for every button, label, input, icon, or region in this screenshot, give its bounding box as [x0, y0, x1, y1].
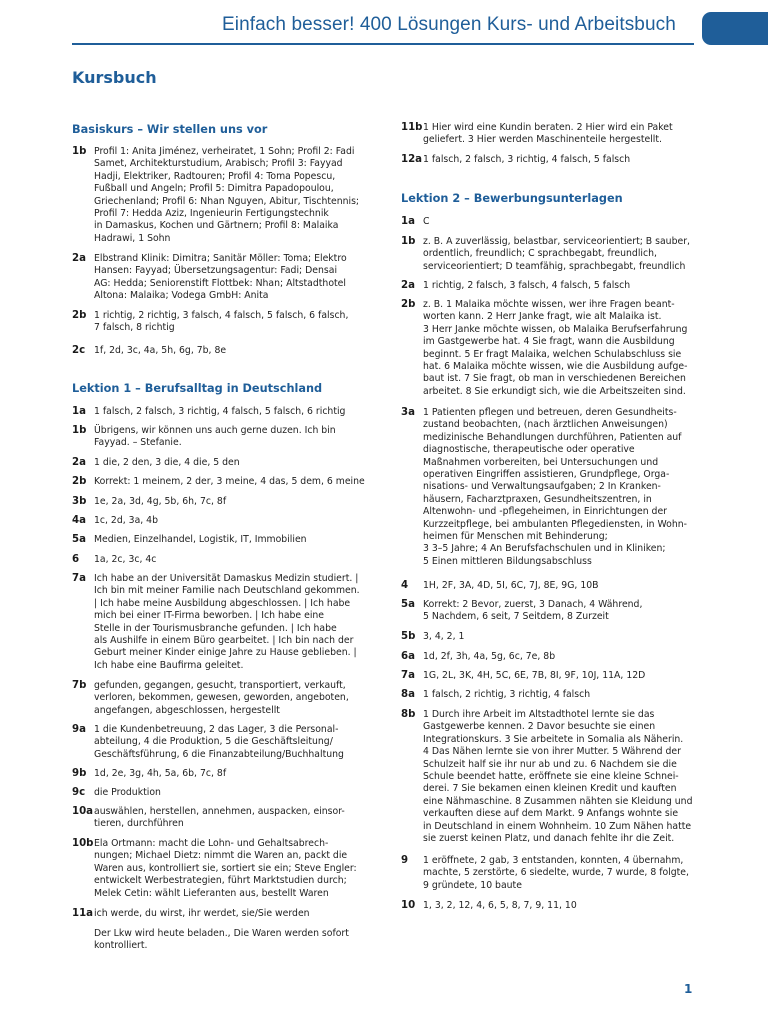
- answer-text: Der Lkw wird heute beladen., Die Waren werden sofort kontrolliert.: [94, 928, 349, 952]
- answer-entry: [401, 670, 701, 682]
- exercise-number: 2a: [72, 253, 86, 264]
- answer-text: 1 Patienten pflegen und betreuen, deren Gesundheits- zustand beobachten, (nach ärztlichen Anweisungen) medizinische Behandlungen durchführen, Patienten auf diagnostische, therapeutische oder operative Maßnahmen vorbereiten, bei Untersuchungen und operativen Eingriffen assistieren, Grundpflege, Orga- nisations- und Verwaltungsaufgaben; 2 In Kranken- häusern, Facharztpraxen, Gesundheitszentren, in Altenwohn- und -pflegeheimen, in Einrichtungen der Kurzzeitpflege, bei ambulanten Pflegediensten, in Wohn- heimen für Menschen mit Behinderung; 3 3–5 Jahre; 4 An Berufsfachschulen und in Kliniken; 5 Einen mittleren Bildungsabschluss: [423, 407, 687, 567]
- lektion1-heading: Lektion 1 – Berufsalltag in Deutschland: [72, 382, 323, 395]
- answer-text: 1 die, 2 den, 3 die, 4 die, 5 den: [94, 457, 240, 468]
- answer-text: gefunden, gegangen, gesucht, transportiert, verkauft, verloren, bekommen, gewesen, geworden, angeboten, angefangen, abgeschlossen, hergestellt: [94, 680, 349, 716]
- answer-entry: [72, 806, 372, 831]
- exercise-number: 9a: [72, 724, 86, 735]
- answer-text: 1 falsch, 2 falsch, 3 richtig, 4 falsch, 5 falsch, 6 richtig: [94, 406, 346, 417]
- answer-entry: [72, 146, 372, 245]
- answer-text: z. B. 1 Malaika möchte wissen, wer ihre Fragen beant- worten kann. 2 Herr Janke fragt, wie alt Malaika ist. 3 Herr Janke möchte wissen, ob Malaika Berufserfahrung im Gastgewerbe hat. 4 Sie fragt, wann die Ausbildung beginnt. 5 Er fragt Malaika, welchen Schulabschluss sie hat. 6 Malaika möchte wissen, wie die Ausbildung aufge- baut ist. 7 Sie fragt, ob man in verschiedenen Bereichen arbeitet. 8 Sie erkundigt sich, wie die Arbeitszeiten sind.: [423, 299, 688, 397]
- answer-entry: [72, 496, 372, 508]
- exercise-number: 10a: [72, 806, 94, 817]
- exercise-number: 6a: [401, 651, 415, 662]
- answer-text: 1e, 2a, 3d, 4g, 5b, 6h, 7c, 8f: [94, 496, 227, 507]
- exercise-number: 11b: [401, 122, 423, 133]
- basiskurs-heading: Basiskurs – Wir stellen uns vor: [72, 123, 268, 136]
- answer-text: 1 falsch, 2 falsch, 3 richtig, 4 falsch, 5 falsch: [423, 154, 631, 165]
- answer-entry: [72, 573, 372, 672]
- exercise-number: 3a: [401, 407, 415, 418]
- exercise-number: 2a: [401, 280, 415, 291]
- exercise-number: 1a: [401, 216, 415, 227]
- answer-entry: [72, 253, 372, 303]
- answer-entry: [72, 838, 372, 900]
- answer-entry: [72, 476, 372, 488]
- exercise-number: 9c: [72, 787, 86, 798]
- answer-entry: [401, 689, 701, 701]
- exercise-number: 5a: [72, 534, 86, 545]
- answer-entry: [401, 709, 701, 845]
- answer-text: Profil 1: Anita Jiménez, verheiratet, 1 Sohn; Profil 2: Fadi Samet, Architekturstudium, Arabisch; Profil 3: Fayyad Hadji, Elektriker, Radtouren; Profil 4: Toma Popescu, Fußball und Angeln; Profil 5: Dimitra Papadopoulou, Griechenland; Profil 6: Nhan Nguyen, Abitur, Tischtennis; Profil 7: Hedda Aziz, Ingenieurin Fertigungstechnik in Damaskus, Kochen und Gärtnern; Profil 8: Malaika Hadrawi, 1 Sohn: [94, 146, 360, 244]
- answer-entry: [72, 554, 372, 566]
- answer-entry: [401, 855, 701, 892]
- answer-entry: [72, 928, 372, 953]
- exercise-number: 10: [401, 900, 416, 911]
- answer-entry: [401, 122, 701, 147]
- answer-text: 1H, 2F, 3A, 4D, 5I, 6C, 7J, 8E, 9G, 10B: [423, 580, 599, 591]
- exercise-number: 1b: [72, 146, 87, 157]
- exercise-number: 2b: [401, 299, 416, 310]
- answer-entry: [401, 236, 701, 273]
- header-title: Einfach besser! 400 Lösungen Kurs- und Arbeitsbuch: [222, 14, 676, 35]
- answer-text: 1f, 2d, 3c, 4a, 5h, 6g, 7b, 8e: [94, 345, 227, 356]
- answer-entry: [401, 900, 701, 912]
- answer-text: 1c, 2d, 3a, 4b: [94, 515, 159, 526]
- exercise-number: 7a: [72, 573, 86, 584]
- answer-entry: [72, 534, 372, 546]
- answer-entry: [72, 515, 372, 527]
- answer-text: z. B. A zuverlässig, belastbar, serviceorientiert; B sauber, ordentlich, freundlich; C sprachbegabt, freundlich, serviceorientiert; D teamfähig, sprachbegabt, freundlich: [423, 236, 690, 272]
- answer-entry: [72, 457, 372, 469]
- answer-entry: [401, 651, 701, 663]
- exercise-number: 1b: [72, 425, 87, 436]
- answer-entry: [401, 280, 701, 292]
- answer-entry: [401, 631, 701, 643]
- answer-text: Medien, Einzelhandel, Logistik, IT, Immobilien: [94, 534, 307, 545]
- answer-text: 3, 4, 2, 1: [423, 631, 465, 642]
- answer-entry: [72, 724, 372, 761]
- exercise-number: 3b: [72, 496, 87, 507]
- section-title: Kursbuch: [72, 68, 157, 87]
- exercise-number: 11a: [72, 908, 94, 919]
- answer-text: 1G, 2L, 3K, 4H, 5C, 6E, 7B, 8I, 9F, 10J, 11A, 12D: [423, 670, 646, 681]
- answer-entry: [401, 599, 701, 624]
- exercise-number: 6: [72, 554, 80, 565]
- exercise-number: 2a: [72, 457, 86, 468]
- answer-text: 1, 3, 2, 12, 4, 6, 5, 8, 7, 9, 11, 10: [423, 900, 577, 911]
- exercise-number: 9: [401, 855, 409, 866]
- answer-entry: [72, 310, 372, 335]
- answer-text: C: [423, 216, 430, 227]
- answer-text: Elbstrand Klinik: Dimitra; Sanitär Möller: Toma; Elektro Hansen: Fayyad; Übersetzungsagentur: Fadi; Densai AG: Hedda; Seniorenstift Flottbek: Nhan; Altstadthotel Altona: Malaika; Vodega GmbH: Anita: [94, 253, 347, 302]
- exercise-number: 1a: [72, 406, 86, 417]
- exercise-number: 2c: [72, 345, 86, 356]
- answer-entry: [72, 787, 372, 799]
- exercise-number: 5a: [401, 599, 415, 610]
- answer-text: 1d, 2f, 3h, 4a, 5g, 6c, 7e, 8b: [423, 651, 556, 662]
- answer-entry: [401, 580, 701, 592]
- exercise-number: 8a: [401, 689, 415, 700]
- answer-entry: [72, 908, 372, 920]
- answer-text: 1a, 2c, 3c, 4c: [94, 554, 157, 565]
- exercise-number: 9b: [72, 768, 87, 779]
- header-rule: [72, 43, 694, 45]
- answer-text: Übrigens, wir können uns auch gerne duzen. Ich bin Fayyad. – Stefanie.: [94, 425, 336, 449]
- lektion2-heading: Lektion 2 – Bewerbungsunterlagen: [401, 192, 623, 205]
- answer-text: 1 eröffnete, 2 gab, 3 entstanden, konnten, 4 übernahm, machte, 5 zerstörte, 6 siedelte, wurde, 7 wurde, 8 folgte, 9 gründete, 10 baute: [423, 855, 689, 891]
- exercise-number: 8b: [401, 709, 416, 720]
- page-number: 1: [684, 982, 693, 996]
- answer-text: 1 die Kundenbetreuung, 2 das Lager, 3 die Personal- abteilung, 4 die Produktion, 5 die Geschäftsleitung/ Geschäftsführung, 6 die Finanzabteilung/Buchhaltung: [94, 724, 344, 760]
- answer-text: ich werde, du wirst, ihr werdet, sie/Sie werden: [94, 908, 310, 919]
- header-tab: [702, 12, 768, 45]
- exercise-number: 1b: [401, 236, 416, 247]
- exercise-number: 2b: [72, 310, 87, 321]
- exercise-number: 5b: [401, 631, 416, 642]
- answer-text: Korrekt: 1 meinem, 2 der, 3 meine, 4 das, 5 dem, 6 meine: [94, 476, 365, 487]
- answer-text: Korrekt: 2 Bevor, zuerst, 3 Danach, 4 Während, 5 Nachdem, 6 seit, 7 Seitdem, 8 Zurzeit: [423, 599, 643, 623]
- answer-entry: [401, 299, 701, 398]
- answer-entry: [72, 425, 372, 450]
- answer-text: 1 richtig, 2 richtig, 3 falsch, 4 falsch, 5 falsch, 6 falsch, 7 falsch, 8 richtig: [94, 310, 349, 334]
- answer-entry: [72, 680, 372, 717]
- exercise-number: 7b: [72, 680, 87, 691]
- answer-entry: [401, 216, 701, 228]
- exercise-number: 10b: [72, 838, 94, 849]
- exercise-number: 4a: [72, 515, 86, 526]
- answer-entry: [72, 406, 372, 418]
- exercise-number: 2b: [72, 476, 87, 487]
- answer-text: 1 falsch, 2 richtig, 3 richtig, 4 falsch: [423, 689, 591, 700]
- answer-text: Ich habe an der Universität Damaskus Medizin studiert. | Ich bin mit meiner Familie nach Deutschland gekommen. | Ich habe meine Ausbildung abgeschlossen. | Ich habe mich bei einer IT-Firma beworben. | Ich habe eine Stelle in der Tourismusbranche gefunden. | Ich habe als Aushilfe in einem Büro gearbeitet. | Ich bin nach der Geburt meiner Kinder einige Jahre zu Hause geblieben. | Ich habe eine Baufirma geleitet.: [94, 573, 360, 671]
- answer-text: die Produktion: [94, 787, 161, 798]
- exercise-number: 4: [401, 580, 409, 591]
- answer-text: 1 Durch ihre Arbeit im Altstadthotel lernte sie das Gastgewerbe kennen. 2 Davor besuchte sie einen Integrationskurs. 3 Sie arbeitete in Somalia als Näherin. 4 Das Nähen lernte sie von ihrer Mutter. 5 Während der Schulzeit half sie ihr nur ab und zu. 6 Nachdem sie die Schule beendet hatte, eröffnete sie eine kleine Schnei- derei. 7 Sie bekamen einen kleinen Kredit und kauften eine Nähmaschine. 8 Zusammen nähten sie Kleidung und verkauften diese auf dem Markt. 9 Anfangs wohnte sie in Deutschland in einem Wohnheim. 10 Zum Nähen hatte sie zuerst keinen Platz, und danach fehlte ihr die Zeit.: [423, 709, 693, 845]
- exercise-number: 7a: [401, 670, 415, 681]
- answer-text: 1 Hier wird eine Kundin beraten. 2 Hier wird ein Paket geliefert. 3 Hier werden Maschinenteile hergestellt.: [423, 122, 673, 146]
- answer-text: 1d, 2e, 3g, 4h, 5a, 6b, 7c, 8f: [94, 768, 227, 779]
- answer-text: auswählen, herstellen, annehmen, auspacken, einsor- tieren, durchführen: [94, 806, 345, 830]
- exercise-number: 12a: [401, 154, 423, 165]
- answer-entry: [72, 768, 372, 780]
- answer-text: Ela Ortmann: macht die Lohn- und Gehaltsabrech- nungen; Michael Dietz: nimmt die Waren an, packt die Waren aus, kontrolliert sie, sortiert sie ein; Steve Engler: entwickelt Werbestrategien, führt Marktstudien durch; Melek Cetin: wählt Lieferanten aus, bestellt Waren: [94, 838, 357, 899]
- answer-entry: [401, 154, 701, 166]
- answer-entry: [401, 407, 701, 568]
- answer-text: 1 richtig, 2 falsch, 3 falsch, 4 falsch, 5 falsch: [423, 280, 631, 291]
- answer-entry: [72, 345, 372, 357]
